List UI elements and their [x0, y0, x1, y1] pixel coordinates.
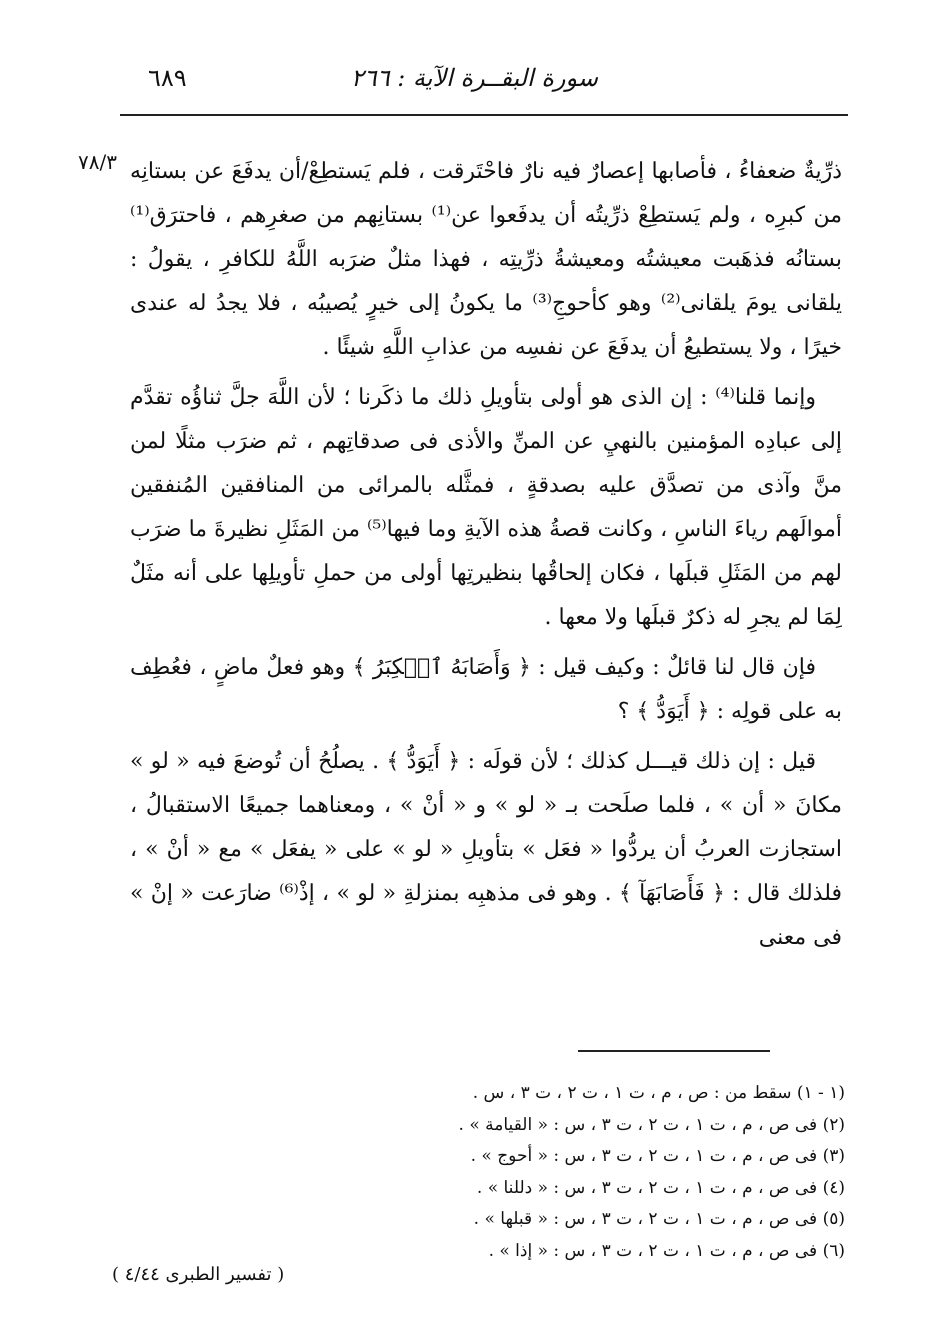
- footnote-2: (٢) فى ص ، م ، ت ١ ، ت ٢ ، ت ٣ ، س : « القيامة » .: [458, 1114, 845, 1135]
- footnotes: [300, 1078, 845, 1267]
- paragraph-3: فإن قال لنا قائلٌ : وكيف قيل : ﴿ وَأَصَابَهُ ٱلۡكِبَرُ ﴾ وهو فعلٌ ماضٍ ، فعُطِف به على قولِه : ﴿ أَيَوَدُّ ﴾ ؟: [130, 655, 842, 724]
- page-number: ٦٨٩: [148, 64, 187, 92]
- footnote-rule: [578, 1050, 770, 1052]
- footnote-4: (٤) فى ص ، م ، ت ١ ، ت ٢ ، ت ٣ ، س : « دللنا » .: [476, 1177, 845, 1198]
- paragraph-4: قيل : إن ذلك قيـــل كذلك ؛ لأن قولَه : ﴿ أَيَوَدُّ ﴾ . يصلُحُ أن تُوضعَ فيه « لو » مكانَ « أن » ، فلما صلَحت بـ « لو » و « أنْ » ، ومعناهما جميعًا الاستقبالُ ، استجازت العربُ أن يردُّوا « فعَل » بتأويلِ « لو » على « يفعَل » مع « أنْ » ، فلذلك قال : ﴿ فَأَصَابَهَآ ﴾ . وهو فى مذهبِه بمنزلةِ « لو » ، إذْ⁽⁶⁾ ضارَعت « إنْ » فى معنى: [130, 749, 843, 950]
- header-rule: [120, 114, 848, 116]
- source-reference: ( تفسير الطبرى ٤/٤٤ ): [112, 1264, 285, 1285]
- running-head: سورة البقــرة الآية : ٢٦٦: [350, 64, 598, 92]
- footnote-1: (١ - ١) سقط من : ص ، م ، ت ١ ، ت ٢ ، ت ٣ ، س .: [472, 1083, 845, 1103]
- footnote-5: (٥) فى ص ، م ، ت ١ ، ت ٢ ، ت ٣ ، س : « قبلها » .: [473, 1209, 845, 1229]
- footnote-6: (٦) فى ص ، م ، ت ١ ، ت ٢ ، ت ٣ ، س : « إذا » .: [488, 1240, 845, 1261]
- margin-reference: ٧٨/٣: [78, 150, 117, 174]
- footnote-3: (٣) فى ص ، م ، ت ١ ، ت ٢ ، ت ٣ ، س : « أحوج » .: [470, 1146, 845, 1166]
- main-text: [130, 150, 842, 966]
- page-header: [120, 58, 848, 108]
- paragraph-2: وإنما قلنا⁽⁴⁾ : إن الذى هو أولى بتأويلِ ذلك ما ذكَرنا ؛ لأن اللَّهَ جلَّ ثناؤُه تقدَّم إلى عبادِه المؤمنين بالنهيِ عن المنِّ والأذى فى صدقاتِهم ، ثم ضرَب مثلًا لمن منَّ وآذى من تصدَّق عليه بصدقةٍ ، فمثَّله بالمرائى من المنافقين المُنفقين أموالَهم رياءَ الناسِ ، وكانت قصةُ هذه الآيةِ وما فيها⁽⁵⁾ من المَثَلِ نظيرةَ ما ضرَب لهم من المَثَلِ قبلَها ، فكان إلحاقُها بنظيرتِها أولى من حملِ تأويلِها على أنه مثَلٌ لِمَا لم يجرِ له ذكرٌ قبلَها ولا معها .: [130, 385, 842, 630]
- paragraph-1: ذرِّيةٌ ضعفاءُ ، فأصابها إعصارٌ فيه نارٌ فاحْتَرقت ، فلم يَستطِعْ/أن يدفَعَ عن بستانِه من كبرِه ، ولم يَستطِعْ ذرِّيتُه أن يدفَعوا عن⁽¹⁾ بستانِهم من صغرِهم ، فاحترَق⁽¹⁾ بستانُه فذهَبت معيشتُه ومعيشةُ ذرِّيتِه ، فهذا مثلٌ ضرَبه اللَّهُ للكافرِ ، يقولُ : يلقانى يومَ يلقانى⁽²⁾ وهو كأحوجِ⁽³⁾ ما يكونُ إلى خيرٍ يُصيبُه ، فلا يجدُ له عندى خيرًا ، ولا يستطيعُ أن يدفَعَ عن نفسِه من عذابِ اللَّهِ شيئًا .: [130, 159, 842, 360]
